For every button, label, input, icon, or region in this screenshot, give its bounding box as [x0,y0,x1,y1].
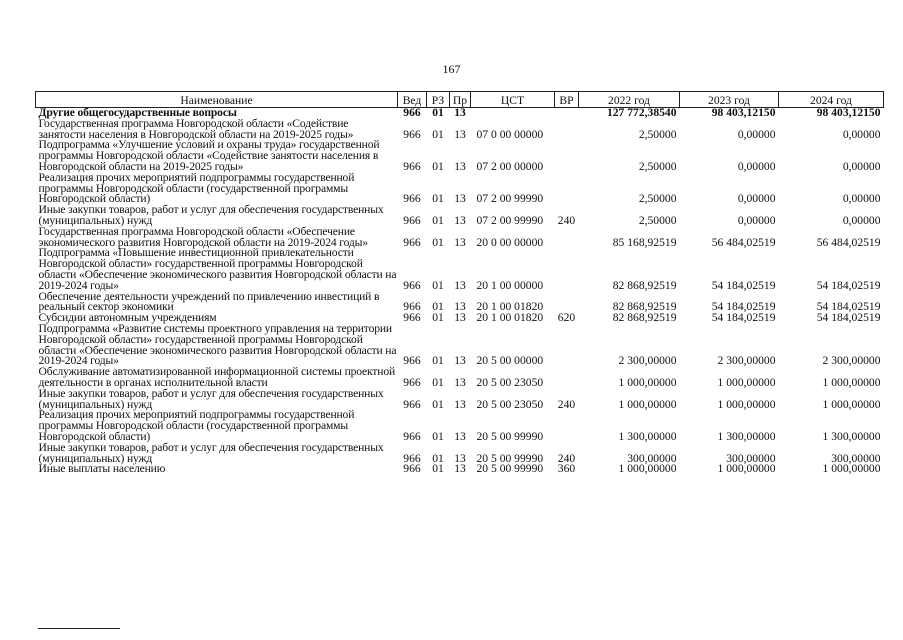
row-name: Иные закупки товаров, работ и услуг для обеспечения государственных (муниципальных) нужд [38,386,384,411]
row-vr: 240 [557,397,576,411]
row-rz: 01 [432,213,444,227]
row-amount-2023: 0,00000 [737,192,776,206]
row-pr: 13 [454,397,466,411]
row-pr: 13 [454,159,466,173]
row-rz: 01 [432,311,444,325]
row-rz: 01 [432,192,444,206]
row-pr: 13 [454,192,466,206]
table-row [36,464,884,475]
header-pr: Пр [450,92,471,108]
row-ved: 966 [403,235,421,249]
row-ved: 966 [403,106,421,119]
row-rz: 01 [432,159,444,173]
row-amount-2024: 0,00000 [842,192,881,206]
row-amount-2024: 2 300,00000 [822,354,881,368]
row-amount-2023: 0,00000 [737,213,776,227]
row-amount-2022: 82 868,92519 [612,311,677,325]
row-amount-2024: 0,00000 [842,127,881,141]
table-row [36,292,884,314]
row-amount-2024: 1 000,00000 [822,397,881,411]
row-name: Иные выплаты населению [38,462,166,476]
row-rz: 01 [432,354,444,368]
row-rz: 01 [432,397,444,411]
row-amount-2023: 54 184,02519 [711,278,776,292]
table-row [36,367,884,389]
row-vr [555,108,579,119]
row-vr [555,248,579,291]
row-vr [555,324,579,367]
row-vr [555,173,579,205]
row-amount-2024: 56 484,02519 [816,235,881,249]
row-amount-2022: 85 168,92519 [612,235,677,249]
row-amount-2023: 1 000,00000 [717,375,776,389]
row-pr: 13 [454,451,466,465]
row-amount-2022: 1 000,00000 [618,462,677,476]
row-ved: 966 [403,311,421,325]
row-vr: 240 [557,451,576,465]
row-cst: 20 5 00 99990 [476,429,544,443]
row-ved: 966 [403,192,421,206]
row-name: Реализация прочих мероприятий подпрограммы государственной программы Новгородской области (государственной программы Новгородской области) [38,170,355,206]
header-ved: Вед [398,92,427,108]
row-pr: 13 [454,375,466,389]
row-amount-2024: 1 000,00000 [822,462,881,476]
row-pr: 13 [454,300,466,314]
row-amount-2022: 2 300,00000 [618,354,677,368]
row-amount-2024: 300,00000 [831,451,881,465]
row-rz: 01 [432,451,444,465]
row-vr [555,410,579,442]
header-vr: ВР [555,92,579,108]
header-rz: РЗ [427,92,450,108]
row-name: Государственная программа Новгородской области «Содействие занятости населения в Новгородской области на 2019-2025 годы» [38,116,354,141]
row-rz: 01 [432,375,444,389]
row-cst: 20 1 00 01820 [476,311,544,325]
table-row [36,389,884,411]
row-amount-2023: 300,00000 [726,451,776,465]
row-name: Обслуживание автоматизированной информационной системы проектной деятельности в органах исполнительной власти [38,365,396,389]
table-row [36,248,884,291]
row-cst: 20 5 00 00000 [476,354,544,368]
row-rz: 01 [432,235,444,249]
row-vr [555,292,579,314]
row-amount-2022: 300,00000 [627,451,677,465]
row-pr: 13 [454,462,466,476]
row-cst: 20 1 00 00000 [476,278,544,292]
row-rz: 01 [432,106,444,119]
row-amount-2023: 54 184,02519 [711,311,776,325]
budget-table [35,91,884,475]
row-name: Реализация прочих мероприятий подпрограммы государственной программы Новгородской области (государственной программы Новгородской области) [38,408,355,443]
row-ved: 966 [403,354,421,368]
page-number: 167 [442,62,461,76]
row-ved: 966 [403,429,421,443]
row-pr: 13 [454,354,466,368]
row-ved: 966 [403,375,421,389]
row-amount-2023: 1 000,00000 [717,462,776,476]
table-row [36,205,884,227]
header-2022: 2022 год [579,92,680,108]
row-name: Субсидии автономным учреждениям [38,311,217,325]
table-row [36,173,884,205]
row-amount-2022: 127 772,38540 [606,106,677,119]
header-cst: ЦСТ [471,92,555,108]
row-vr [555,227,579,249]
row-name: Подпрограмма «Улучшение условий и охраны труда» государственной программы Новгородской области «Содействие занятости населения в Новгородской области на 2019-2025 годы» [38,138,380,173]
row-amount-2022: 2,50000 [638,127,677,141]
row-rz: 01 [432,278,444,292]
row-ved: 966 [403,159,421,173]
row-ved: 966 [403,451,421,465]
table-row [36,324,884,367]
row-amount-2024: 0,00000 [842,159,881,173]
table-row [36,140,884,172]
row-amount-2022: 2,50000 [638,159,677,173]
row-cst: 07 2 00 99990 [476,213,544,227]
row-amount-2022: 1 000,00000 [618,397,677,411]
row-cst: 07 2 00 99990 [476,192,544,206]
row-pr: 13 [454,235,466,249]
row-pr: 13 [454,127,466,141]
row-rz: 01 [432,300,444,314]
row-rz: 01 [432,127,444,141]
row-amount-2024: 1 000,00000 [822,375,881,389]
row-vr [555,367,579,389]
row-name: Иные закупки товаров, работ и услуг для обеспечения государственных (муниципальных) нужд [38,440,384,465]
row-amount-2022: 1 000,00000 [618,375,677,389]
row-pr: 13 [454,429,466,443]
row-amount-2023: 56 484,02519 [711,235,776,249]
row-amount-2023: 1 000,00000 [717,397,776,411]
row-name: Подпрограмма «Развитие системы проектного управления на территории Новгородской области» государственной программы Новгородской области «Обеспечение экономического развития Новгородской области на 2019-2024 годы» [38,321,397,368]
row-amount-2022: 2,50000 [638,213,677,227]
row-name: Обеспечение деятельности учреждений по привлечению инвестиций в реальный сектор экономики [38,289,380,314]
row-cst: 20 5 00 23050 [476,375,544,389]
table-row [36,227,884,249]
row-name: Другие общегосударственные вопросы [38,106,237,119]
row-amount-2023: 2 300,00000 [717,354,776,368]
header-2023: 2023 год [680,92,779,108]
row-cst: 07 2 00 00000 [476,159,544,173]
row-amount-2024: 1 300,00000 [822,429,881,443]
row-vr: 360 [557,462,576,476]
row-name: Государственная программа Новгородской области «Обеспечение экономического развития Новгородской области на 2019-2024 годы» [38,224,368,249]
row-amount-2023: 1 300,00000 [717,429,776,443]
row-cst: 20 5 00 99990 [476,451,544,465]
row-vr [555,140,579,172]
row-vr: 620 [557,311,576,325]
row-amount-2022: 82 868,92519 [612,300,677,314]
table-row [36,443,884,465]
table-row [36,410,884,442]
row-cst: 20 1 00 01820 [476,300,544,314]
row-amount-2024: 98 403,12150 [816,106,881,119]
row-amount-2024: 54 184,02519 [816,278,881,292]
header-name: Наименование [36,92,398,108]
row-amount-2023: 98 403,12150 [711,106,776,119]
row-amount-2022: 1 300,00000 [618,429,677,443]
row-amount-2023: 0,00000 [737,127,776,141]
row-cst: 20 5 00 23050 [476,397,544,411]
row-rz: 01 [432,462,444,476]
row-amount-2024: 0,00000 [842,213,881,227]
row-vr: 240 [557,213,576,227]
row-name: Подпрограмма «Повышение инвестиционной привлекательности Новгородской области» государственной программы Новгородской области «Обеспечение экономического развития Новгородской области на 2019-2024 годы» [38,246,397,292]
row-vr [555,119,579,141]
row-amount-2024: 54 184,02519 [816,311,881,325]
header-2024: 2024 год [779,92,884,108]
table-body [36,108,884,476]
row-ved: 966 [403,462,421,476]
table-row [36,119,884,141]
row-amount-2024: 54 184,02519 [816,300,881,314]
row-ved: 966 [403,397,421,411]
row-rz: 01 [432,429,444,443]
row-amount-2022: 2,50000 [638,192,677,206]
row-pr: 13 [454,106,466,119]
row-cst [471,108,555,119]
row-pr: 13 [454,311,466,325]
row-pr: 13 [454,278,466,292]
row-ved: 966 [403,300,421,314]
row-pr: 13 [454,213,466,227]
row-ved: 966 [403,278,421,292]
row-name: Иные закупки товаров, работ и услуг для обеспечения государственных (муниципальных) нужд [38,203,384,227]
row-amount-2023: 54 184,02519 [711,300,776,314]
row-cst: 20 0 00 00000 [476,235,544,249]
row-cst: 07 0 00 00000 [476,127,544,141]
row-ved: 966 [403,127,421,141]
row-amount-2023: 0,00000 [737,159,776,173]
row-amount-2022: 82 868,92519 [612,278,677,292]
row-cst: 20 5 00 99990 [476,462,544,476]
footnote-divider [38,628,120,629]
row-ved: 966 [403,213,421,227]
